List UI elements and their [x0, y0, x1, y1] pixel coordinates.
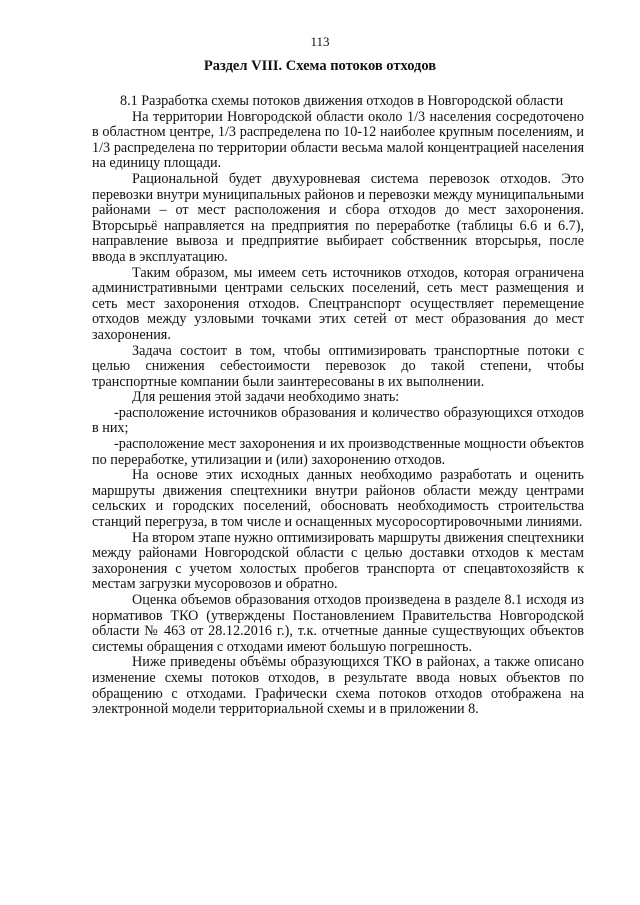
list-dash: - [114, 404, 119, 421]
paragraph: Оценка объемов образования отходов произведена в разделе 8.1 исходя из нормативов ТКО (утверждены Постановлением Правительства Новгородской области № 463 от 28.12.2016 г.), т.к. отчетные данные существующих объектов системы обращения с отходами имеют большую погрешность. [92, 592, 584, 655]
paragraph: На основе этих исходных данных необходимо разработать и оценить маршруты движения спецтехники внутри районов области между центрами сельских и городских поселений, обосновать необходимость строительства станций перегруза, в том числе и оснащенных мусоросортировочными линиями. [92, 467, 584, 531]
paragraph: Таким образом, мы имеем сеть источников отходов, которая ограничена административными центрами сельских поселений, сеть мест размещения и сеть мест захоронения отходов. Спецтранспорт осуществляет перемещение отходов между узловыми точками этих сетей от мест образования до мест захоронения. [92, 264, 584, 343]
subsection-heading: 8.1 Разработка схемы потоков движения отходов в Новгородской области [120, 93, 564, 109]
list-item-text: расположение источников образования и количество образующихся отходов в них; [92, 404, 584, 437]
paragraph: Ниже приведены объёмы образующихся ТКО в районах, а также описано изменение схемы потоков отходов, в результате ввода новых объектов по обращению с отходами. Графически схема потоков отходов отображена на электронной модели территориальной схемы и в приложении 8. [92, 654, 584, 718]
paragraph: Рациональной будет двухуровневая система перевозок отходов. Это перевозки внутри муниципальных районов и перевозки между муниципальными районами – от мест расположения и сбора отходов до мест захоронения. Вторсырьё направляется на предприятия по переработке (таблицы 6.6 и 6.7), направление вывоза и предприятие выбирает собственник вторсырья, после ввода в эксплуатацию. [92, 170, 584, 265]
paragraph: Для решения этой задачи необходимо знать: [132, 389, 400, 406]
paragraph: На втором этапе нужно оптимизировать маршруты движения спецтехники между районами Новгородской области с целью доставки отходов к местам захоронения с учетом холостых пробегов транспорта от спецавтохозяйств к местам загрузки мусоровозов и обратно. [92, 529, 584, 593]
section-title: Раздел VIII. Схема потоков отходов [203, 58, 437, 74]
document-body [92, 94, 584, 718]
page-number: 113 [310, 34, 330, 49]
paragraph: На территории Новгородской области около 1/3 населения сосредоточено в областном центре, 1/3 распределена по 10-12 наиболее крупным поселениям, и 1/3 распределена по территории области весьма малой концентрацией населения на единицу площади. [92, 108, 584, 172]
paragraph: Задача состоит в том, чтобы оптимизировать транспортные потоки с целью снижения себестоимости перевозок до такой степени, чтобы транспортные компании были заинтересованы в их выполнении. [92, 342, 584, 390]
list-dash: - [114, 436, 119, 453]
list-item [92, 437, 584, 468]
list-item-text: расположение мест захоронения и их производственные мощности объектов по переработке, утилизации и (или) захоронению отходов. [92, 436, 584, 468]
list-item [92, 406, 584, 437]
